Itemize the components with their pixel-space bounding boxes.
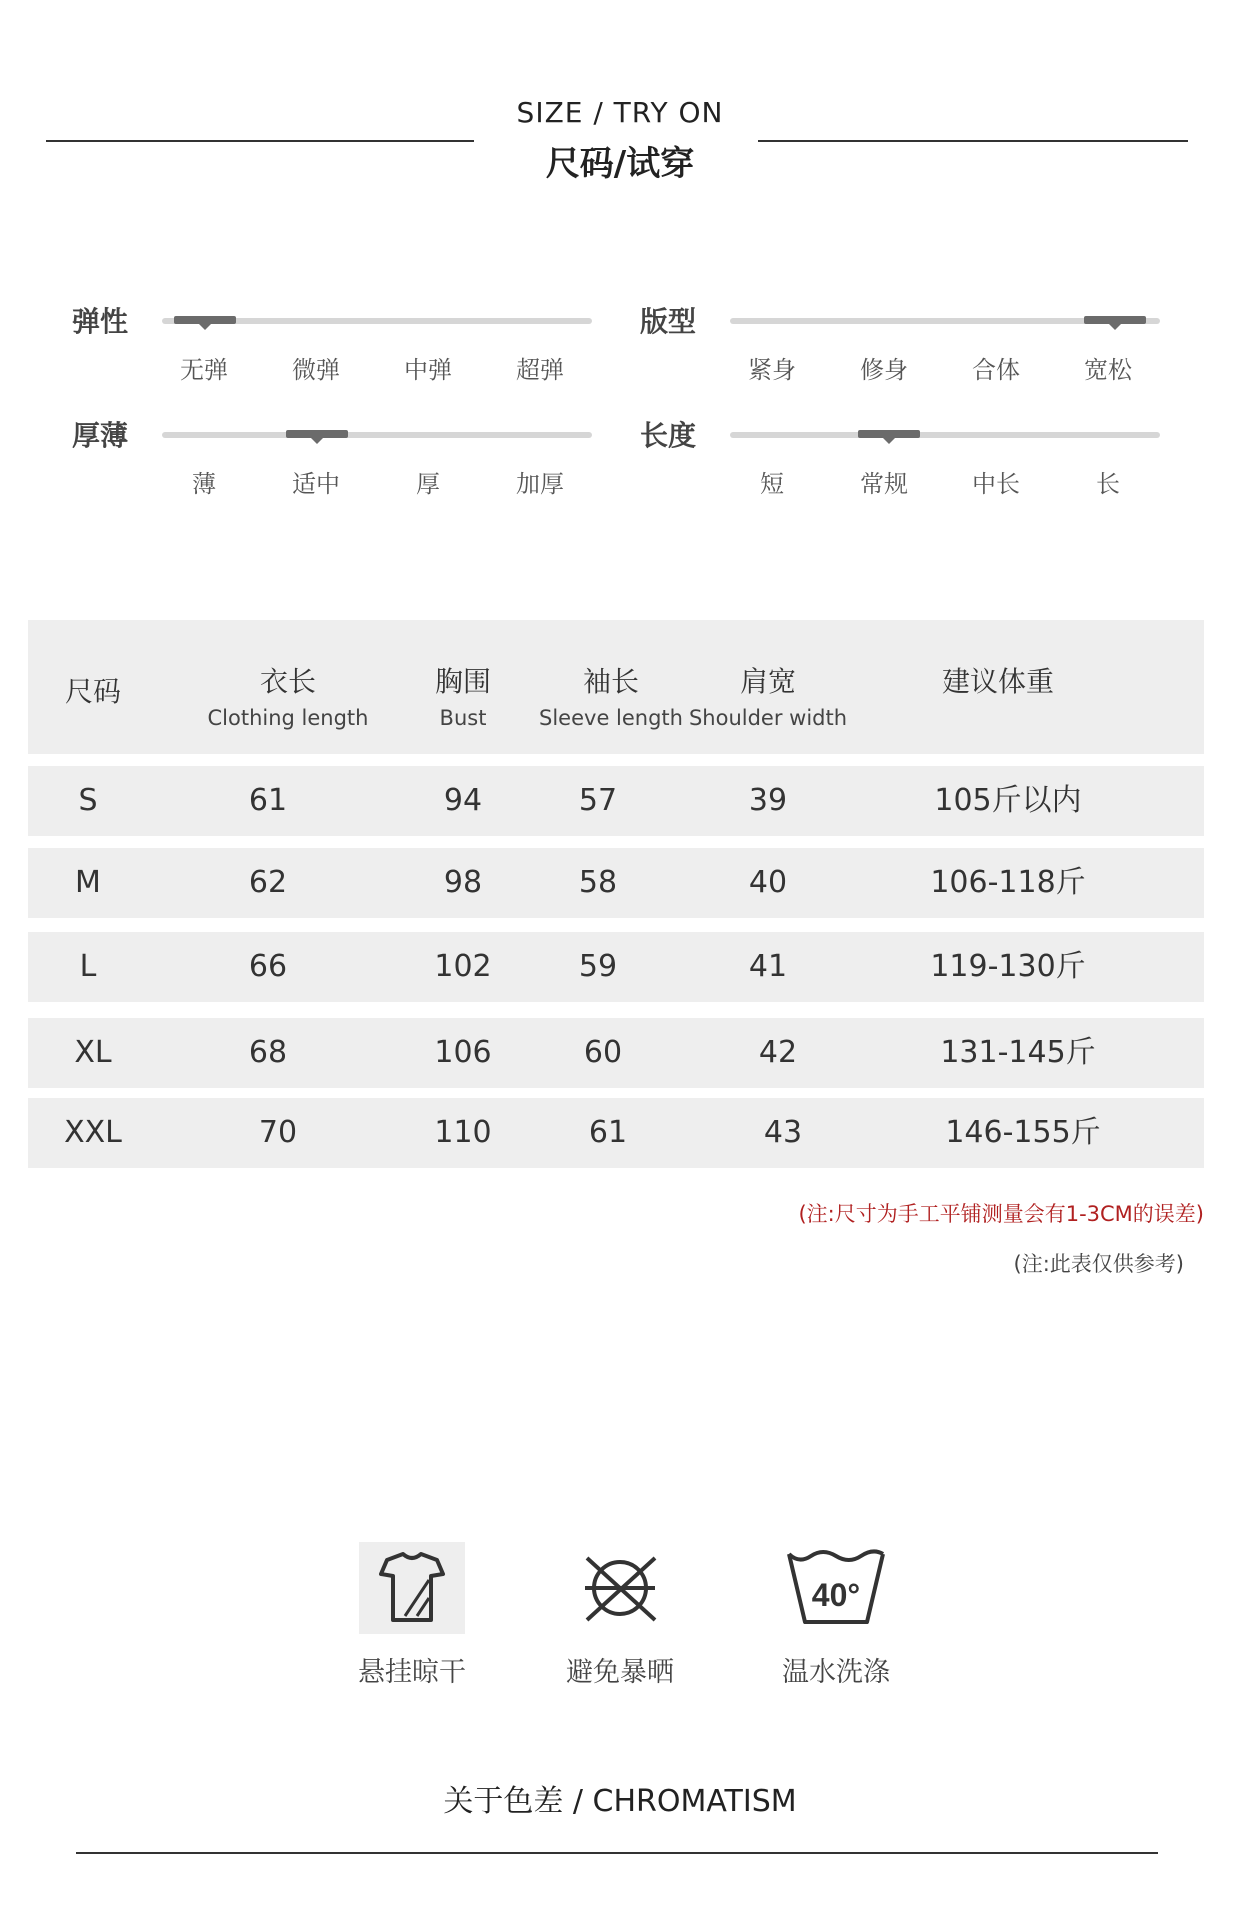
cell-size: XL <box>74 1035 112 1070</box>
cell-size: S <box>78 783 98 818</box>
cell-shoulder-width: 40 <box>748 865 788 900</box>
cell-sleeve-length: 61 <box>588 1115 628 1150</box>
cell-clothing-length: 61 <box>248 783 288 818</box>
attribute-fit <box>640 300 1200 410</box>
attribute-option: 适中 <box>292 470 340 498</box>
care-label: 悬挂晾干 <box>358 1657 466 1688</box>
attribute-option: 超弹 <box>516 356 564 384</box>
size-table-header <box>28 620 1204 754</box>
attribute-option: 中长 <box>972 470 1020 498</box>
attribute-option: 无弹 <box>180 356 228 384</box>
cell-sleeve-length: 58 <box>578 865 618 900</box>
reference-note: (注:此表仅供参考) <box>1013 1252 1184 1276</box>
attribute-track <box>162 432 592 438</box>
cell-clothing-length: 70 <box>258 1115 298 1150</box>
attribute-track <box>730 318 1160 324</box>
attribute-track <box>162 318 592 324</box>
table-row <box>28 932 1204 1002</box>
cell-suggested-weight: 119-130斤 <box>930 949 1086 984</box>
attribute-option: 短 <box>760 470 784 498</box>
table-row <box>28 848 1204 918</box>
attribute-label: 弹性 <box>72 305 129 338</box>
attribute-label: 长度 <box>640 419 697 452</box>
cell-bust: 110 <box>434 1115 492 1150</box>
attribute-option: 加厚 <box>516 470 564 498</box>
attribute-option: 中弹 <box>404 356 452 384</box>
attribute-option: 常规 <box>860 470 908 498</box>
cell-shoulder-width: 43 <box>763 1115 803 1150</box>
wash-temperature: 40° <box>811 1577 861 1613</box>
cell-clothing-length: 66 <box>248 949 288 984</box>
section-title-cn: 尺码/试穿 <box>545 144 695 184</box>
header-clothing-length: 衣长 Clothing length <box>207 665 369 730</box>
table-row <box>28 1018 1204 1088</box>
care-label: 温水洗涤 <box>782 1657 890 1688</box>
care-wash-40 <box>756 1540 916 1689</box>
attribute-option: 厚 <box>416 470 440 498</box>
attribute-option: 宽松 <box>1084 356 1132 384</box>
attribute-thickness <box>72 414 632 524</box>
cell-size: L <box>79 949 97 984</box>
attribute-option: 薄 <box>192 470 216 498</box>
cell-shoulder-width: 39 <box>748 783 788 818</box>
attribute-label: 版型 <box>640 305 697 338</box>
attribute-option: 合体 <box>972 356 1020 384</box>
section-title-en: SIZE / TRY ON <box>516 96 724 129</box>
hang-dry-icon <box>357 1540 467 1636</box>
attribute-marker <box>858 430 920 438</box>
attribute-length <box>640 414 1200 524</box>
cell-size: XXL <box>64 1115 122 1150</box>
cell-shoulder-width: 42 <box>758 1035 798 1070</box>
cell-sleeve-length: 59 <box>578 949 618 984</box>
attribute-elasticity <box>72 300 632 410</box>
measurement-note: (注:尺寸为手工平铺测量会有1-3CM的误差) <box>798 1202 1204 1226</box>
cell-bust: 102 <box>434 949 492 984</box>
attribute-marker <box>174 316 236 324</box>
cell-suggested-weight: 131-145斤 <box>940 1035 1096 1070</box>
cell-shoulder-width: 41 <box>748 949 788 984</box>
attribute-marker <box>1084 316 1146 324</box>
cell-sleeve-length: 57 <box>578 783 618 818</box>
cell-bust: 94 <box>443 783 483 818</box>
cell-clothing-length: 68 <box>248 1035 288 1070</box>
cell-suggested-weight: 106-118斤 <box>930 865 1086 900</box>
cell-size: M <box>75 865 101 900</box>
cell-bust: 106 <box>434 1035 492 1070</box>
attribute-option: 微弹 <box>292 356 340 384</box>
header-bust: 胸围 Bust <box>434 665 491 730</box>
care-label: 避免暴晒 <box>566 1657 674 1688</box>
table-row <box>28 766 1204 836</box>
wash-40-icon <box>781 1540 891 1636</box>
attribute-option: 紧身 <box>748 356 796 384</box>
cell-suggested-weight: 105斤以内 <box>934 783 1082 818</box>
attribute-track <box>730 432 1160 438</box>
header-suggested-weight: 建议体重 <box>941 665 1054 698</box>
table-row <box>28 1098 1204 1168</box>
header-sleeve-length: 袖长 Sleeve length <box>539 665 683 730</box>
chromatism-rule <box>76 1852 1158 1854</box>
attribute-option: 长 <box>1096 470 1120 498</box>
cell-clothing-length: 62 <box>248 865 288 900</box>
attribute-label: 厚薄 <box>72 419 129 452</box>
attribute-option: 修身 <box>860 356 908 384</box>
cell-bust: 98 <box>443 865 483 900</box>
cell-suggested-weight: 146-155斤 <box>945 1115 1101 1150</box>
header-shoulder-width: 肩宽 Shoulder width <box>688 665 848 730</box>
attribute-marker <box>286 430 348 438</box>
care-no-sun <box>540 1540 700 1689</box>
care-hang-dry <box>332 1540 492 1689</box>
no-sun-icon <box>565 1540 675 1636</box>
chromatism-title: 关于色差 / CHROMATISM <box>443 1784 797 1819</box>
cell-sleeve-length: 60 <box>583 1035 623 1070</box>
header-size: 尺码 <box>64 675 121 708</box>
